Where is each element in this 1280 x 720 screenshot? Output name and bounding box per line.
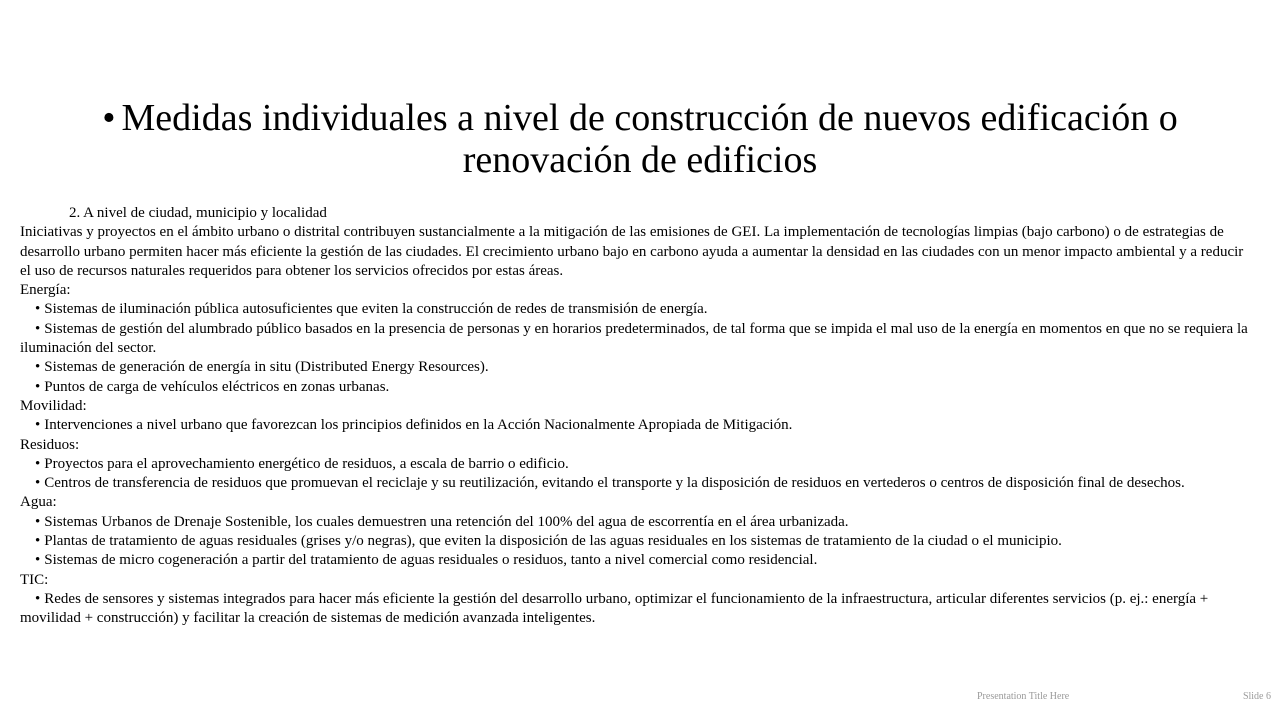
- list-item: [20, 532, 1255, 551]
- bullet-icon: •: [35, 552, 41, 569]
- section-subheading: 2. A nivel de ciudad, municipio y localidad: [69, 205, 327, 221]
- list-item-text: Proyectos para el aprovechamiento energético de residuos, a escala de barrio o edificio.: [44, 455, 569, 472]
- list-item: [20, 378, 1255, 397]
- section-heading: Residuos:: [20, 436, 80, 453]
- list-item-text: Sistemas Urbanos de Drenaje Sostenible, los cuales demuestren una retención del 100% del agua de escorrentía en el área urbanizada.: [44, 513, 849, 530]
- section-heading: Energía:: [20, 282, 71, 299]
- list-item-text: Centros de transferencia de residuos que promuevan el reciclaje y su reutilización, evitando el transporte y la disposición de residuos en vertederos o centros de disposición final de desechos.: [44, 475, 1185, 492]
- list-item: [20, 474, 1255, 493]
- bullet-icon: •: [35, 455, 41, 472]
- list-item: [20, 320, 1255, 359]
- list-item: [20, 551, 1255, 570]
- bullet-icon: •: [35, 301, 41, 318]
- slide-title: [100, 97, 1180, 181]
- bullet-icon: •: [35, 475, 41, 492]
- bullet-icon: •: [35, 378, 41, 395]
- list-item: [20, 358, 1255, 377]
- list-item: [20, 455, 1255, 474]
- title-bullet: •: [102, 97, 116, 139]
- list-item: [20, 513, 1255, 532]
- list-item-text: Sistemas de gestión del alumbrado público basados en la presencia de personas y en horarios predeterminados, de tal forma que se impida el mal uso de la energía en momentos en que no se requiera la iluminación del sector.: [20, 320, 1248, 357]
- intro-paragraph: Iniciativas y proyectos en el ámbito urbano o distrital contribuyen sustancialmente a la mitigación de las emisiones de GEI. La implementación de tecnologías limpias (bajo carbono) o de estrategias de desarrollo urbano permiten hacer más eficiente la gestión de las ciudades. El crecimiento urbano bajo en carbono ayuda a aumentar la densidad en las ciudades con un menor impacto ambiental y a reducir el uso de recursos naturales requeridos para obtener los servicios ofrecidos por estas áreas.: [20, 224, 1244, 279]
- bullet-icon: •: [35, 590, 41, 607]
- list-item-text: Plantas de tratamiento de aguas residuales (grises y/o negras), que eviten la disposición de las aguas residuales en los sistemas de tratamiento de la ciudad o el municipio.: [44, 533, 1062, 550]
- slide-title-text: Medidas individuales a nivel de construcción de nuevos edificación o renovación de edificios: [121, 97, 1178, 181]
- bullet-icon: •: [35, 533, 41, 550]
- bullet-icon: •: [35, 320, 41, 337]
- list-item-text: Sistemas de micro cogeneración a partir del tratamiento de aguas residuales o residuos, tanto a nivel comercial como residencial.: [44, 552, 818, 569]
- footer-presentation-title: Presentation Title Here: [977, 691, 1070, 702]
- bullet-icon: •: [35, 359, 41, 376]
- list-item-text: Redes de sensores y sistemas integrados para hacer más eficiente la gestión del desarrollo urbano, optimizar el funcionamiento de la infraestructura, articular diferentes servicios (p. ej.: energía + movilidad + construcción) y facilitar la creación de sistemas de medición avanzada inteligentes.: [20, 590, 1209, 627]
- list-item-text: Sistemas de iluminación pública autosuficientes que eviten la construcción de redes de transmisión de energía.: [44, 301, 708, 318]
- section-heading: Movilidad:: [20, 397, 87, 414]
- footer-slide-number: Slide 6: [1242, 691, 1271, 702]
- list-item-text: Intervenciones a nivel urbano que favorezcan los principios definidos en la Acción Nacionalmente Apropiada de Mitigación.: [44, 417, 793, 434]
- section-heading: Agua:: [20, 494, 57, 511]
- list-item-text: Puntos de carga de vehículos eléctricos en zonas urbanas.: [44, 378, 390, 395]
- list-item-text: Sistemas de generación de energía in situ (Distributed Energy Resources).: [44, 359, 489, 376]
- list-item: [20, 416, 1255, 435]
- bullet-icon: •: [35, 513, 41, 530]
- body-sections: [20, 281, 1255, 628]
- list-item: [20, 590, 1255, 629]
- section-heading: TIC:: [20, 571, 49, 588]
- list-item: [20, 300, 1255, 319]
- slide-body: [20, 204, 1255, 629]
- bullet-icon: •: [35, 417, 41, 434]
